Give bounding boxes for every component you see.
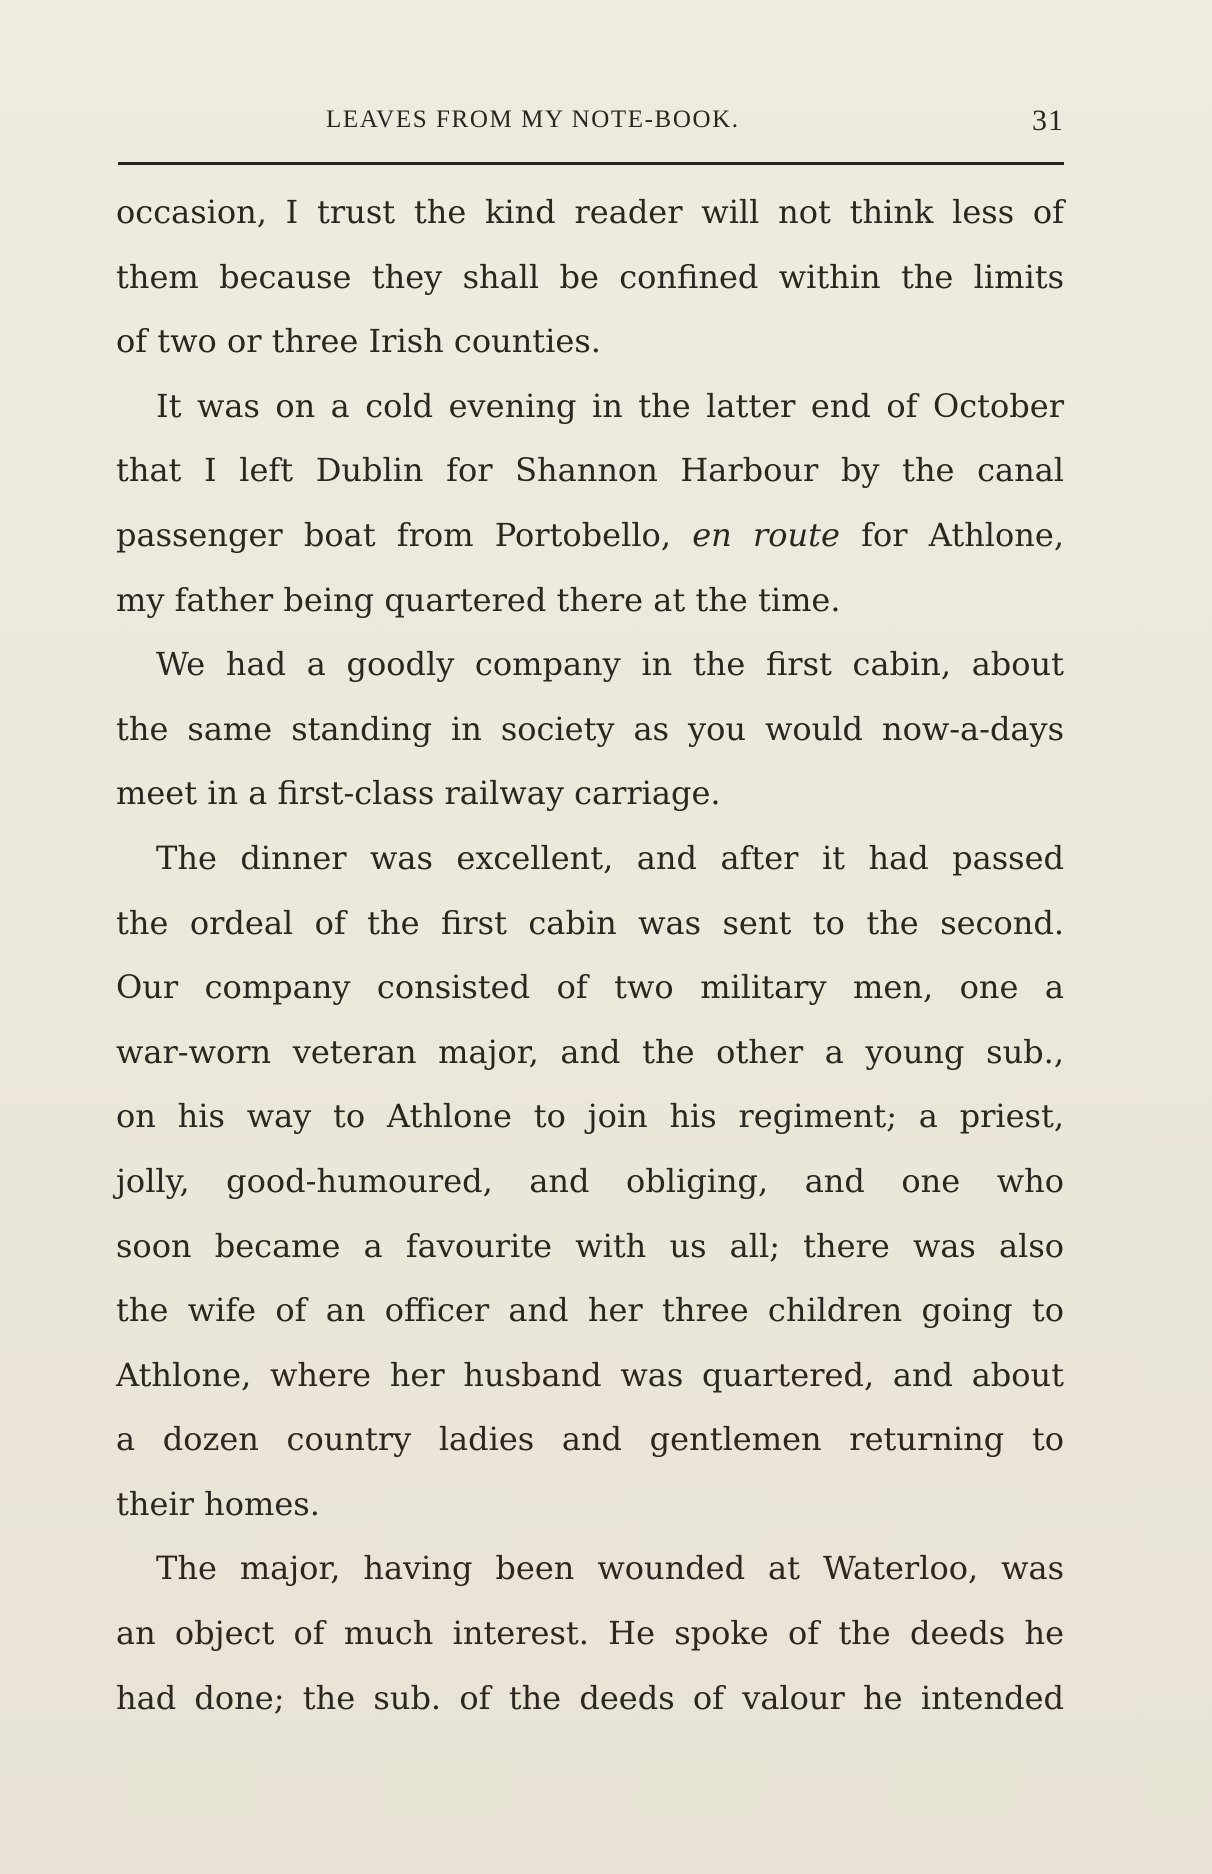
text-line: the wife of an officer and her three children going to: [116, 1291, 1064, 1330]
text-line: The major, having been wounded at Waterloo, was: [156, 1549, 1064, 1588]
text-line: Our company consisted of two military men, one a: [116, 968, 1064, 1007]
text-line: soon became a favourite with us all; there was also: [116, 1226, 1064, 1265]
header-rule: [118, 162, 1064, 165]
italic-phrase: en route: [692, 515, 840, 554]
text-line: on his way to Athlone to join his regiment; a priest,: [116, 1097, 1064, 1136]
text-line: The dinner was excellent, and after it had passed: [156, 838, 1064, 877]
body-text: [116, 180, 1064, 1730]
text-segment: passenger boat from Portobello,: [116, 515, 671, 554]
text-line: jolly, good-humoured, and obliging, and one who: [116, 1161, 1064, 1200]
text-line: a dozen country ladies and gentlemen returning to: [116, 1420, 1064, 1459]
text-line: that I left Dublin for Shannon Harbour by the canal: [116, 451, 1064, 490]
text-line: occasion, I trust the kind reader will not think less of: [116, 193, 1064, 231]
text-line: We had a goodly company in the first cabin, about: [156, 645, 1064, 684]
running-title: LEAVES FROM MY NOTE-BOOK.: [326, 106, 740, 133]
text-line: had done; the sub. of the deeds of valour he intended: [116, 1678, 1064, 1717]
text-line: Athlone, where her husband was quartered, and about: [116, 1355, 1064, 1394]
text-line: of two or three Irish counties.: [116, 322, 601, 361]
text-line: my father being quartered there at the time.: [116, 580, 841, 619]
text-line: them because they shall be confined within the limits: [116, 257, 1064, 296]
text-line: [116, 503, 1064, 568]
page-number: 31: [1032, 104, 1064, 137]
text-segment: for Athlone,: [861, 515, 1065, 554]
text-line: the same standing in society as you would now-a-days: [116, 709, 1064, 748]
text-line: an object of much interest. He spoke of the deeds he: [116, 1614, 1064, 1653]
page-header: [118, 104, 1064, 144]
text-line: It was on a cold evening in the latter end of October: [156, 386, 1064, 425]
text-line: the ordeal of the first cabin was sent to the second.: [116, 903, 1064, 942]
text-line: their homes.: [116, 1484, 320, 1523]
text-line: war-worn veteran major, and the other a young sub.,: [116, 1032, 1064, 1071]
text-line: meet in a first-class railway carriage.: [116, 774, 721, 813]
